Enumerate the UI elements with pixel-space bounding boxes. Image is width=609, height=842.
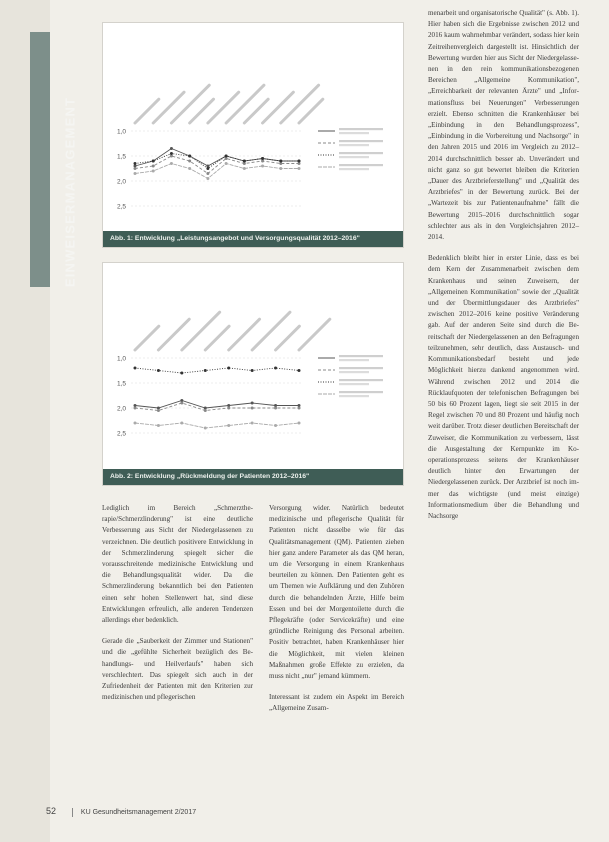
page-footer — [46, 806, 196, 817]
series-marker — [243, 160, 246, 163]
legend-entry — [339, 156, 369, 158]
series-marker — [206, 167, 209, 170]
series-marker — [170, 152, 173, 155]
column-header — [263, 92, 294, 123]
legend-entry — [339, 132, 369, 134]
column-header — [299, 319, 330, 350]
y-tick-label: 2,0 — [117, 178, 127, 186]
series-marker — [251, 369, 254, 372]
column-header — [205, 326, 229, 350]
paragraph: Bedenklich bleibt hier in erster Linie, dass es bei dem Kern der Zusammenarbeit zwischen dem Krankenhaus und seinen Zuweisern, der „Allgemeinen Kommunikation" sowie der „Qualität und der Übermittlungsdauer des Arztbriefes" zwischen 2012–2016 keine positive Veränderung gab. Auf der anderen Seite sind durch die Bereitschaft der Niedergelassenen an den Befragungen teilzunehmen, sehr deutlich, dass Austausch- und Kommunikationsbedarf besteht und jede Möglichkeit hierzu dankend angenommen wird. Während zwischen 2012 und 2014 die Rücklaufquoten der telefonischen Befragungen bei 50 bis 60 Prozent lagen, liegt sie seit 2015 in der Regel zwischen 70 und 80 Prozent und häufig noch weit darüber. Trotz dieser deutlichen Bereitschaft der Zuweiser, die Kommunikation zu verbessern, lässt die Ausgestaltung der Kernpunkte im Kooperationsprozess seitens der Krankenhäuser deutlich hinter den Erwartungen der Niedergelassenen zurück. Der Arztbrief ist noch immer das wichtigste (und meist einzige) Informationsmedium über die Behandlung und Nachsorge — [428, 254, 579, 520]
figure-2-chart — [103, 263, 403, 471]
section-strip — [30, 32, 78, 288]
series-marker — [157, 369, 160, 372]
legend-entry — [339, 359, 369, 361]
series-marker — [243, 167, 246, 170]
column-header — [182, 312, 220, 350]
legend-entry — [339, 371, 369, 373]
series-marker — [170, 162, 173, 165]
paragraph: Gerade die „Sauberkeit der Zimmer und Stationen" und die „gefühlte Sicherheit bezüglich des Behandlungs- und Heilverlaufs" haben sich verschlechtert. Das spiegelt sich auch in der Zufriedenheit der Patienten mit den Kriterien zur medizinischen und pflegerischen — [102, 637, 253, 702]
figure-2-caption: Abb. 2: Entwicklung „Rückmeldung der Patienten 2012–2016" — [103, 469, 403, 485]
series-line — [135, 401, 299, 409]
series-marker — [227, 424, 230, 427]
series-marker — [206, 177, 209, 180]
page-number: 52 — [46, 806, 57, 816]
legend-entry — [339, 383, 369, 385]
series-marker — [134, 162, 137, 165]
series-marker — [134, 407, 137, 410]
column-header — [226, 85, 264, 123]
section-label: EINWEISERMANAGEMENT — [62, 96, 78, 288]
column-header — [208, 92, 239, 123]
legend-entry — [339, 391, 383, 393]
paragraph: Interessant ist zudem ein Aspekt im Bereich „Allgemeine Zusam- — [269, 693, 404, 713]
column-header — [135, 326, 159, 350]
series-marker — [170, 147, 173, 150]
series-marker — [251, 402, 254, 405]
legend-entry — [339, 144, 369, 146]
legend-entry — [339, 168, 369, 170]
column-header — [276, 326, 300, 350]
legend-entry — [339, 367, 383, 369]
article-column-2 — [269, 503, 404, 725]
series-marker — [298, 167, 301, 170]
legend-entry — [339, 152, 383, 154]
series-marker — [157, 424, 160, 427]
legend-entry — [339, 164, 383, 166]
series-marker — [225, 162, 228, 165]
article-column-1 — [102, 503, 253, 713]
series-marker — [298, 369, 301, 372]
series-marker — [180, 402, 183, 405]
paragraph: Versorgung wider. Natürlich bedeutet medizinische und pflegerische Qualität für Patienten nicht dasselbe wie für das Qualitätsmanagement (QM). Patienten ziehen hier ganz andere Parameter als das QM heran, um die Versorgung in einem Krankenhaus beurteilen zu können. Den Patienten geht es um Themen wie Aufklärung und den Zuhören durch die behandelnden Ärzte, Hilfe beim Essen und bei der Morgentoilette durch die Pflegekräfte (oder Servicekräfte) und eine gründliche Reinigung des Personal arbeiten. Positiv betrachtet, haben Krankenhäuser hier die Möglichkeit, mit vielen kleinen Maßnahmen große Effekte zu erzielen, da muss nicht „nur" jemand kümmern. — [269, 504, 404, 681]
legend-entry — [339, 128, 383, 130]
series-marker — [180, 372, 183, 375]
series-marker — [188, 160, 191, 163]
paragraph: Lediglich im Bereich „Schmerztherapie/Schmerzlinderung" ist eine deutliche Verbesserung aus Sicht der Niedergelassenen zu verzeichnen. Die deutlich positivere Entwicklung in der Schmerzlinderung spiegelt sicher die vorausschreitende medizinische Entwicklung und die Behandlungsqualität wider. Da die Schmerzlinderung bekanntlich bei den Patienten einen sehr hohen Stellenwert hat, sind diese Entwicklungen erfreulich, alle anderen Tendenzen allerdings eher bedenklich. — [102, 504, 253, 625]
column-header — [281, 85, 319, 123]
footer-divider — [72, 808, 73, 817]
y-tick-label: 1,0 — [117, 128, 127, 136]
series-marker — [279, 160, 282, 163]
series-marker — [134, 422, 137, 425]
series-marker — [298, 407, 301, 410]
y-tick-label: 2,5 — [117, 430, 127, 438]
series-marker — [225, 155, 228, 158]
figure-1-caption: Abb. 1: Entwicklung „Leistungsangebot und Versorgungsqualität 2012–2016" — [103, 231, 403, 247]
y-tick-label: 1,5 — [117, 380, 127, 388]
series-marker — [298, 160, 301, 163]
figure-1-chart — [103, 23, 403, 233]
column-header — [153, 92, 184, 123]
legend-entry — [339, 355, 383, 357]
series-marker — [279, 167, 282, 170]
series-marker — [274, 367, 277, 370]
figure-2 — [102, 262, 404, 486]
legend-entry — [339, 395, 369, 397]
series-marker — [152, 165, 155, 168]
y-tick-label: 1,5 — [117, 153, 127, 161]
article-column-3 — [428, 8, 579, 532]
column-header — [171, 85, 209, 123]
series-marker — [204, 409, 207, 412]
series-marker — [261, 165, 264, 168]
series-marker — [251, 422, 254, 425]
journal-name: KU Gesundheitsmanagement 2/2017 — [80, 809, 197, 816]
series-marker — [134, 172, 137, 175]
series-marker — [274, 407, 277, 410]
series-marker — [274, 424, 277, 427]
paragraph: menarbeit und organisatorische Qualität" (s. Abb. 1). Hier haben sich die Ergebnisse zwischen 2012 und 2016 kaum wahrnehmbar verändert, sodass hier kein Zeitreihenvergleich dargestellt ist. Hinsichtlich der Bewertung wurden hier aus Sicht der Niedergelassenen in den rein kommunikationsbezogenen Bereichen „Allgemeine Kommunikation", „Erreichbarkeit der relevanten Ärzte" und „Informationsfluss bei Neuerungen" Verbesserungen erzielt. Ebenso schnitten die Krankenhäuser bei „Einbindung in den Behandlungsprozess", „Einbindung in die Vorbereitung und Nachsorge" in den Jahren 2015 und 2016 im Vergleich zu 2012–2014 durchschnittlich besser ab. Unverändert und nicht ganz so gut bewertet bleiben die Kriterien „Dauer des Arztbrieferstellung" und „Qualität des Arztbriefes" in der Bewertung zurück. Bei der „Wartezeit bis zur Patientenaufnahme" fällt die Bewertung 2015–2016 durchschnittlich sogar schlechter aus als in den Vorgleichsjahren 2012–2014. — [428, 9, 579, 242]
series-marker — [152, 170, 155, 173]
series-marker — [251, 407, 254, 410]
series-marker — [227, 407, 230, 410]
series-marker — [206, 172, 209, 175]
series-marker — [180, 422, 183, 425]
legend-entry — [339, 140, 383, 142]
figure-1 — [102, 22, 404, 248]
series-marker — [188, 155, 191, 158]
series-line — [135, 149, 299, 167]
y-tick-label: 2,0 — [117, 405, 127, 413]
series-marker — [261, 157, 264, 160]
legend-entry — [339, 379, 383, 381]
y-tick-label: 2,5 — [117, 203, 127, 211]
series-marker — [204, 427, 207, 430]
series-marker — [188, 167, 191, 170]
series-marker — [157, 409, 160, 412]
series-marker — [152, 160, 155, 163]
series-marker — [204, 369, 207, 372]
y-tick-label: 1,0 — [117, 355, 127, 363]
column-header — [252, 312, 290, 350]
series-marker — [134, 367, 137, 370]
series-marker — [227, 367, 230, 370]
series-marker — [134, 167, 137, 170]
series-marker — [298, 422, 301, 425]
